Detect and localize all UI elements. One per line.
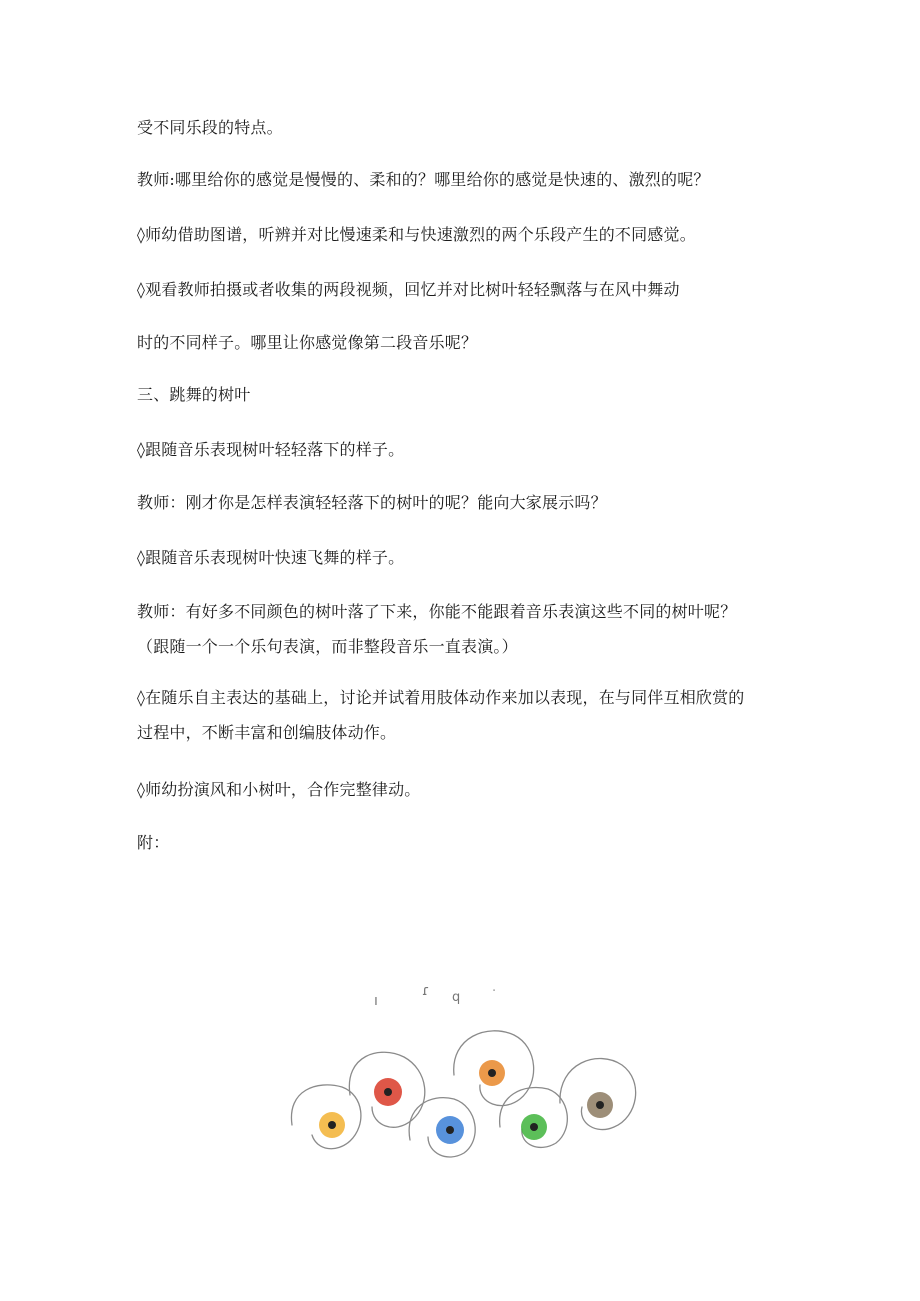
leaf-dot-orange xyxy=(479,1060,505,1086)
score-mark: ɾ xyxy=(422,983,430,999)
text-line: 受不同乐段的特点。 xyxy=(137,118,283,137)
leaf-dot-red xyxy=(374,1078,402,1106)
swirl-strokes xyxy=(291,1031,635,1157)
leaf-graphic-score xyxy=(282,975,642,1165)
score-mark: ı xyxy=(374,993,378,1009)
leaf-dot-green xyxy=(521,1114,547,1140)
leaf-graphic-svg xyxy=(282,975,642,1165)
text-line: ◊跟随音乐表现树叶轻轻落下的样子。 xyxy=(137,440,405,459)
score-mark: q xyxy=(452,990,461,1005)
leaf-dot-yellow xyxy=(319,1112,345,1138)
leaf-dot-brown xyxy=(587,1092,613,1118)
text-line: 教师：刚才你是怎样表演轻轻落下的树叶的呢？能向大家展示吗？ xyxy=(137,493,607,512)
text-line: （跟随一个一个乐句表演，而非整段音乐一直表演。） xyxy=(137,637,518,656)
text-line: 过程中，不断丰富和创编肢体动作。 xyxy=(137,723,397,742)
text-line: ◊在随乐自主表达的基础上，讨论并试着用肢体动作来加以表现，在与同伴互相欣赏的 xyxy=(137,688,745,707)
appendix-label: 附： xyxy=(137,833,170,852)
text-line: 时的不同样子。哪里让你感觉像第二段音乐呢？ xyxy=(137,333,478,352)
text-line: 教师：有好多不同颜色的树叶落了下来，你能不能跟着音乐表演这些不同的树叶呢？ xyxy=(137,602,737,621)
section-heading: 三、跳舞的树叶 xyxy=(137,385,251,404)
text-line: ◊观看教师拍摄或者收集的两段视频，回忆并对比树叶轻轻飘落与在风中舞动 xyxy=(137,280,680,299)
leaf-dot-blue xyxy=(436,1116,464,1144)
text-line: ◊跟随音乐表现树叶快速飞舞的样子。 xyxy=(137,548,405,567)
text-line: 教师:哪里给你的感觉是慢慢的、柔和的？哪里给你的感觉是快速的、激烈的呢？ xyxy=(137,170,710,189)
text-line: ◊师幼借助图谱，听辨并对比慢速柔和与快速激烈的两个乐段产生的不同感觉。 xyxy=(137,225,696,244)
text-line: ◊师幼扮演风和小树叶，合作完整律动。 xyxy=(137,780,421,799)
score-mark: · xyxy=(492,984,497,999)
